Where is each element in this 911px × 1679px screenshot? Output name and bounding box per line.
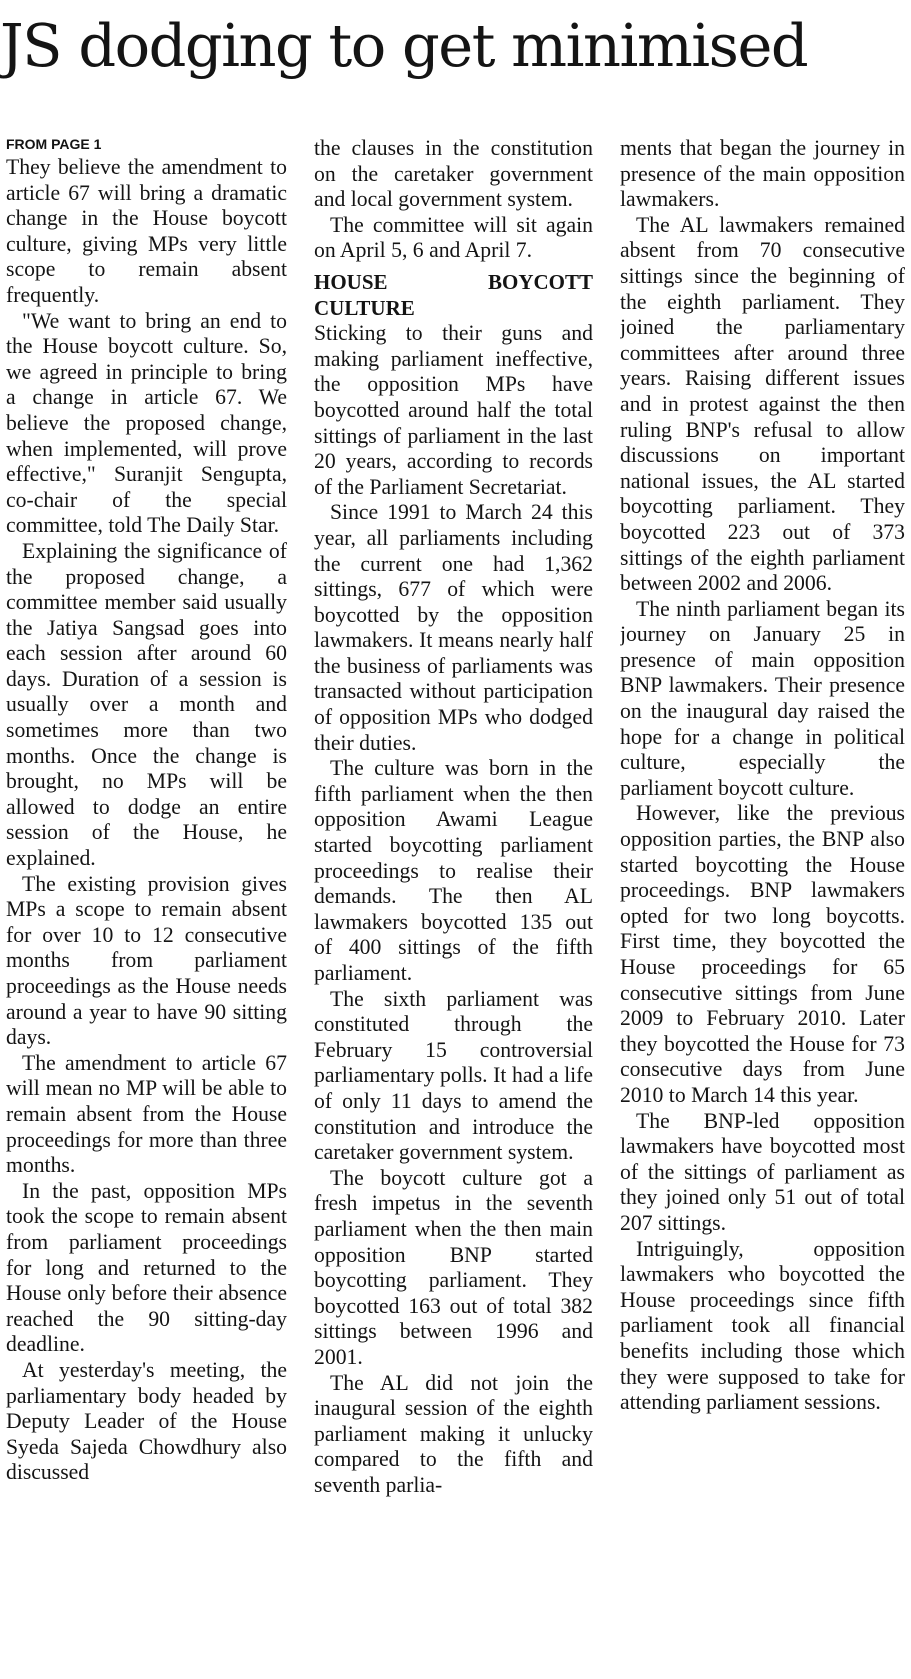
paragraph: In the past, opposition MPs took the scope to remain absent from parliament proceedings for long and returned to the House only before their absence reached the 90 sitting-day deadline. — [6, 1178, 287, 1357]
paragraph: They believe the amendment to article 67 will bring a dramatic change in the House boycott culture, giving MPs very little scope to remain absent frequently. — [6, 155, 287, 307]
paragraph: The AL lawmakers remained absent from 70 consecutive sittings since the beginning of the eighth parliament. They joined the parliamentary committees after around three years. Raising different issues and in protest against the then ruling BNP's refusal to allow discussions on important national issues, the AL started boycotting parliament. They boycotted 223 out of 373 sittings of the eighth parliament between 2002 and 2006. — [620, 212, 905, 596]
paragraph: The AL did not join the inaugural session of the eighth parliament making it unlucky compared to the fifth and seventh parlia- — [314, 1370, 593, 1497]
article-column-1 — [6, 136, 287, 1676]
article-column-2 — [314, 136, 593, 1676]
paragraph: The ninth parliament began its journey on January 25 in presence of main opposition BNP lawmakers. Their presence on the inaugural day raised the hope for a change in political culture, especially the parliament boycott culture. — [620, 596, 905, 800]
paragraph: The BNP-led opposition lawmakers have boycotted most of the sittings of parliament as they joined only 51 out of total 207 sittings. — [620, 1108, 905, 1235]
paragraph: However, like the previous opposition parties, the BNP also started boycotting the House proceedings. BNP lawmakers opted for two long boycotts. First time, they boycotted the House proceedings for 65 consecutive sittings from June 2009 to February 2010. Later they boycotted the House for 73 consecutive days from June 2010 to March 14 this year. — [620, 801, 905, 1107]
paragraph: Sticking to their guns and making parliament ineffective, the opposition MPs have boycotted around half the total sittings of parliament in the last 20 years, according to records of the Parliament Secretariat. — [314, 321, 593, 499]
paragraph: "We want to bring an end to the House boycott culture. So, we agreed in principle to bring a change in article 67. We believe the proposed change, when implemented, will prove effective," Suranjit Sengupta, co-chair of the special committee, told The Daily Star. — [6, 308, 287, 538]
section-subhead: HOUSE BOYCOTT CULTURE — [314, 269, 593, 320]
paragraph: the clauses in the constitution on the caretaker government and local government system. — [314, 136, 593, 212]
paragraph: Intriguingly, opposition lawmakers who boycotted the House proceedings since fifth parliament took all financial benefits including those which they were supposed to take for attending parliament sessions. — [620, 1236, 905, 1415]
paragraph: Explaining the significance of the proposed change, a committee member said usually the Jatiya Sangsad goes into each session after around 60 days. Duration of a session is usually over a month and sometimes more than two months. Once the change is brought, no MPs will be allowed to dodge an entire session of the House, he explained. — [6, 538, 287, 871]
paragraph: The committee will sit again on April 5, 6 and April 7. — [314, 212, 593, 263]
paragraph: At yesterday's meeting, the parliamentary body headed by Deputy Leader of the House Syeda Sajeda Chowdhury also discussed — [6, 1357, 287, 1485]
paragraph: The amendment to article 67 will mean no MP will be able to remain absent from the House proceedings for more than three months. — [6, 1050, 287, 1178]
paragraph: The boycott culture got a fresh impetus in the seventh parliament when the then main opposition BNP started boycotting parliament. They boycotted 163 out of total 382 sittings between 1996 and 2001. — [314, 1165, 593, 1369]
headline: JS dodging to get minimised — [0, 11, 808, 80]
article-column-3 — [620, 136, 905, 1676]
paragraph: The sixth parliament was constituted through the February 15 controversial parliamentary polls. It had a life of only 11 days to amend the constitution and introduce the caretaker government system. — [314, 986, 593, 1165]
paragraph: Since 1991 to March 24 this year, all parliaments including the current one had 1,362 sittings, 677 of which were boycotted by the opposition lawmakers. It means nearly half the business of parliaments was transacted without participation of opposition MPs who dodged their duties. — [314, 500, 593, 755]
kicker-from-page: FROM PAGE 1 — [6, 136, 102, 152]
paragraph: ments that began the journey in presence of the main opposition lawmakers. — [620, 136, 905, 212]
paragraph: The existing provision gives MPs a scope to remain absent for over 10 to 12 consecutive months from parliament proceedings as the House needs around a year to have 90 sitting days. — [6, 871, 287, 1050]
paragraph: The culture was born in the fifth parliament when the then opposition Awami League started boycotting parliament proceedings to realise their demands. The then AL lawmakers boycotted 135 out of 400 sittings of the fifth parliament. — [314, 756, 593, 985]
